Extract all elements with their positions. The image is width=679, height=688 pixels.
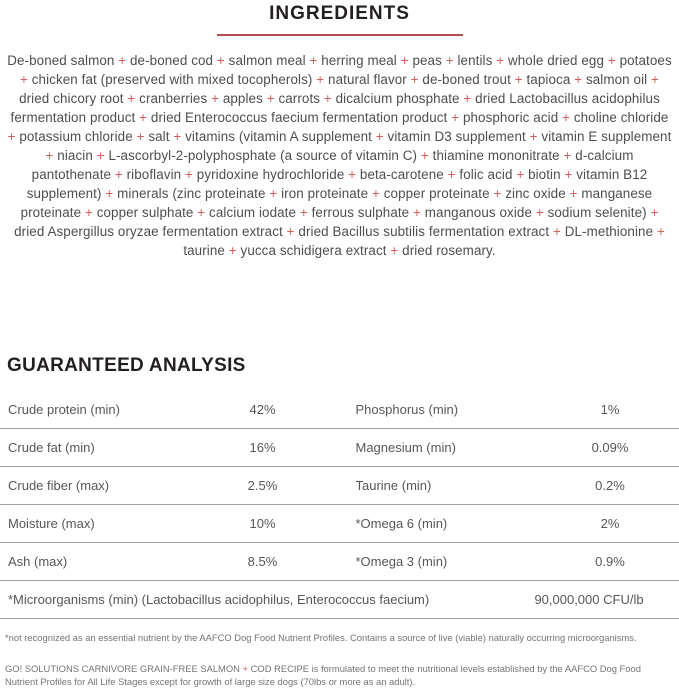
plus-separator: +	[511, 72, 527, 87]
plus-separator: +	[368, 186, 384, 201]
analysis-value: 42%	[208, 402, 318, 417]
plus-separator: +	[387, 243, 403, 258]
plus-separator: +	[653, 224, 665, 239]
plus-separator: +	[46, 148, 58, 163]
analysis-row	[0, 467, 679, 505]
analysis-value: 10%	[208, 516, 318, 531]
plus-separator: +	[407, 72, 423, 87]
plus-separator: +	[243, 663, 248, 674]
plus-separator: +	[124, 91, 140, 106]
plus-separator: +	[181, 167, 197, 182]
plus-separator: +	[417, 148, 433, 163]
plus-separator: +	[320, 91, 336, 106]
analysis-value: 0.09%	[555, 440, 665, 455]
analysis-cell-left	[0, 440, 348, 455]
analysis-cell-right	[348, 516, 679, 531]
analysis-row	[0, 505, 679, 543]
analysis-row	[0, 429, 679, 467]
analysis-cell-right	[348, 478, 679, 493]
plus-separator: +	[283, 224, 299, 239]
analysis-cell-left	[0, 516, 348, 531]
analysis-label: Ash (max)	[8, 554, 208, 569]
ingredients-underline	[217, 34, 463, 36]
plus-separator: +	[532, 205, 548, 220]
plus-separator: +	[170, 129, 186, 144]
plus-separator: +	[560, 148, 576, 163]
analysis-value: 2.5%	[208, 478, 318, 493]
analysis-value: 1%	[555, 402, 665, 417]
plus-separator: +	[20, 72, 32, 87]
analysis-value: 90,000,000 CFU/lb	[499, 592, 679, 607]
analysis-label: Taurine (min)	[356, 478, 556, 493]
analysis-table	[0, 391, 679, 619]
formulation-text-pre: GO! SOLUTIONS CARNIVORE GRAIN-FREE SALMON	[5, 663, 243, 674]
plus-separator: +	[444, 167, 460, 182]
analysis-row	[0, 543, 679, 581]
plus-separator: +	[647, 205, 659, 220]
analysis-value: 0.9%	[555, 554, 665, 569]
plus-separator: +	[8, 129, 20, 144]
plus-separator: +	[111, 167, 127, 182]
plus-separator: +	[549, 224, 565, 239]
analysis-row	[0, 391, 679, 429]
analysis-label: Crude fiber (max)	[8, 478, 208, 493]
plus-separator: +	[558, 110, 574, 125]
plus-separator: +	[513, 167, 529, 182]
plus-separator: +	[296, 205, 312, 220]
plus-separator: +	[102, 186, 118, 201]
analysis-cell-left	[0, 402, 348, 417]
plus-separator: +	[526, 129, 542, 144]
plus-separator: +	[604, 53, 620, 68]
plus-separator: +	[397, 53, 413, 68]
plus-separator: +	[263, 91, 279, 106]
ingredients-title: INGREDIENTS	[0, 0, 679, 25]
plus-separator: +	[213, 53, 229, 68]
plus-separator: +	[114, 53, 130, 68]
analysis-cell-right	[348, 440, 679, 455]
plus-separator: +	[193, 205, 209, 220]
plus-separator: +	[344, 167, 360, 182]
analysis-label: *Omega 3 (min)	[356, 554, 556, 569]
plus-separator: +	[460, 91, 476, 106]
analysis-label: Magnesium (min)	[356, 440, 556, 455]
ingredients-paragraph: De-boned salmon + de-boned cod + salmon meal + herring meal + peas + lentils + whole dried egg + potatoes + chicken fat (preserved with mixed tocopherols) + natural flavor + de-boned trout + tapioca + salmon oil + dried chicory root + cranberries + apples + carrots + dicalcium phosphate + dried Lactobacillus acidophilus fermentation product + dried Enterococcus faecium fermentation product + phosphoric acid + choline chloride + potassium chloride + salt + vitamins (vitamin A supplement + vitamin D3 supplement + vitamin E supplement + niacin + L-ascorbyl-2-polyphosphate (a source of vitamin C) + thiamine mononitrate + d-calcium pantothenate + riboflavin + pyridoxine hydrochloride + beta-carotene + folic acid + biotin + vitamin B12 supplement) + minerals (zinc proteinate + iron proteinate + copper proteinate + zinc oxide + manganese proteinate + copper sulphate + calcium iodate + ferrous sulphate + manganous oxide + sodium selenite) + dried Aspergillus oryzae fermentation extract + dried Bacillus subtilis fermentation extract + DL-methionine + taurine + yucca schidigera extract + dried rosemary.	[6, 51, 673, 260]
analysis-cell-left	[0, 478, 348, 493]
analysis-label: *Microorganisms (min) (Lactobacillus acidophilus, Enterococcus faecium)	[0, 592, 499, 607]
plus-separator: +	[306, 53, 322, 68]
analysis-value: 0.2%	[555, 478, 665, 493]
plus-separator: +	[561, 167, 577, 182]
analysis-value: 16%	[208, 440, 318, 455]
plus-separator: +	[81, 205, 97, 220]
plus-separator: +	[566, 186, 582, 201]
plus-separator: +	[372, 129, 388, 144]
plus-separator: +	[409, 205, 425, 220]
analysis-label: Moisture (max)	[8, 516, 208, 531]
analysis-label: Crude protein (min)	[8, 402, 208, 417]
analysis-row-microorganisms	[0, 581, 679, 619]
plus-separator: +	[570, 72, 586, 87]
plus-separator: +	[135, 110, 151, 125]
footnote-formulation-statement	[5, 662, 674, 688]
plus-separator: +	[442, 53, 458, 68]
analysis-value: 8.5%	[208, 554, 318, 569]
plus-separator: +	[93, 148, 109, 163]
plus-separator: +	[312, 72, 328, 87]
plus-separator: +	[447, 110, 463, 125]
plus-separator: +	[647, 72, 659, 87]
analysis-cell-right	[348, 554, 679, 569]
plus-separator: +	[266, 186, 282, 201]
analysis-label: *Omega 6 (min)	[356, 516, 556, 531]
formulation-text-post: COD RECIPE is formulated to meet the nutritional levels established by the AAFCO Dog Food Nutrient Profiles for All Life Stages except for growth of large size dogs (70lbs or more as an adult).	[5, 663, 641, 687]
plus-separator: +	[133, 129, 149, 144]
analysis-label: Crude fat (min)	[8, 440, 208, 455]
plus-separator: +	[490, 186, 506, 201]
analysis-cell-right	[348, 402, 679, 417]
analysis-value: 2%	[555, 516, 665, 531]
guaranteed-analysis-title: GUARANTEED ANALYSIS	[7, 355, 679, 377]
analysis-cell-left	[0, 554, 348, 569]
plus-separator: +	[225, 243, 241, 258]
analysis-label: Phosphorus (min)	[356, 402, 556, 417]
footnote-nutrient-disclaimer: *not recognized as an essential nutrient by the AAFCO Dog Food Nutrient Profiles. Contains a source of live (viable) naturally occurring microorganisms.	[5, 631, 674, 644]
plus-separator: +	[207, 91, 223, 106]
plus-separator: +	[492, 53, 508, 68]
